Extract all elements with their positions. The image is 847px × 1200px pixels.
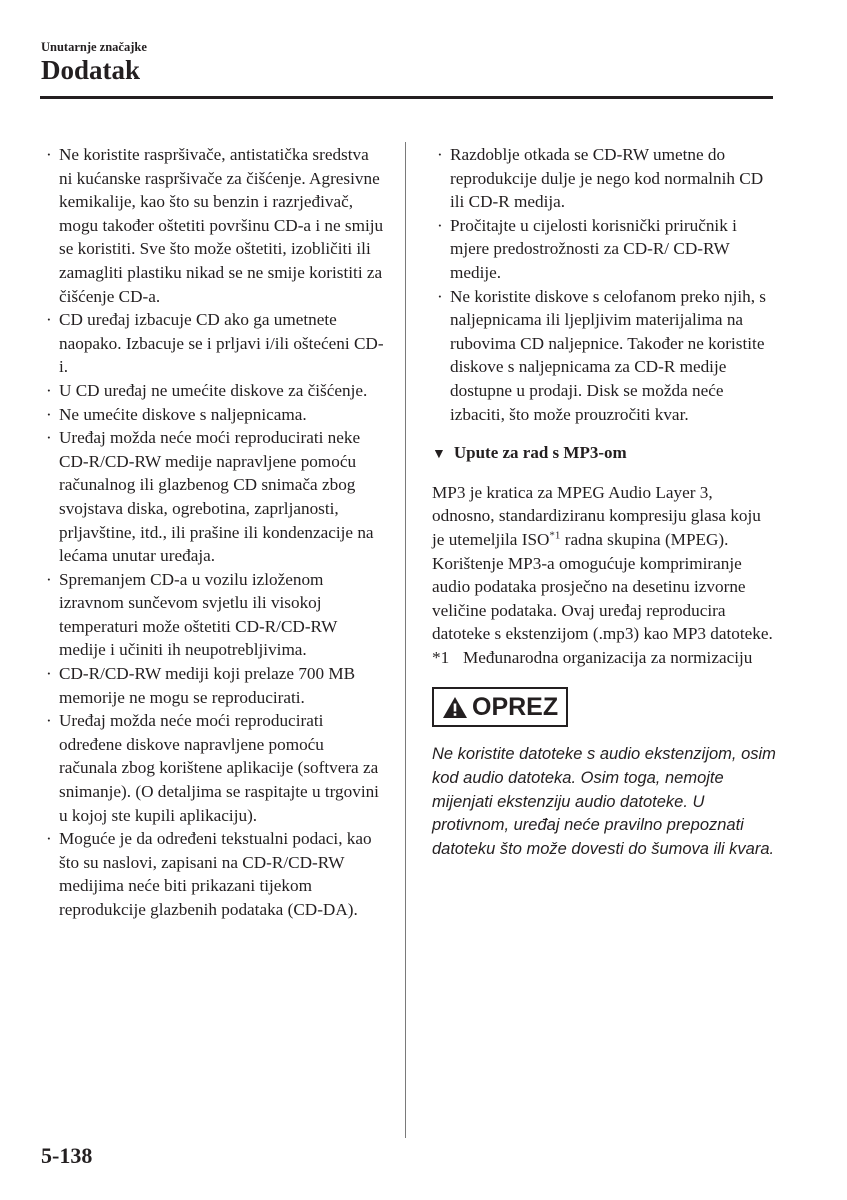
column-divider [405, 142, 406, 1138]
left-bullet-list [41, 143, 386, 922]
footnote-text: Međunarodna organizacija za normizaciju [463, 647, 753, 667]
section-label: Unutarnje značajke [41, 40, 147, 54]
caution-box [432, 687, 568, 727]
list-item [41, 709, 386, 827]
footnote-ref: *1 [549, 529, 561, 542]
right-bullet-list [432, 143, 777, 426]
list-item-text: Ne koristite diskove s celofanom preko njih, s naljepnicama ili ljepljivim materijalima na rubovima CD naljepnice. Također ne koristite diskove s naljepnicama za CD-R medije dostupne u prodaji. Disk se možda neće izbaciti, što može prouzročiti kvar. [450, 286, 766, 424]
footnote-mark: *1 [432, 647, 450, 667]
section-heading-text: Upute za rad s MP3-om [453, 443, 627, 463]
list-item [41, 143, 386, 308]
list-item-text: CD uređaj izbacuje CD ako ga umetnete naopako. Izbacuje se i prljavi i/ili oštećeni CD-i. [59, 310, 384, 377]
paragraph-text: MP3 je kratica za MPEG Audio Layer 3, odnosno, standardiziranu kompresiju glasa koju je utemeljila ISO [432, 482, 761, 549]
list-item [41, 379, 386, 403]
list-item-text: Razdoblje otkada se CD-RW umetne do reprodukcije dulje je nego kod normalnih CD ili CD-R medija. [450, 145, 764, 212]
bullet-icon: · [46, 310, 52, 330]
bullet-icon: · [46, 145, 52, 164]
caution-text: Ne koristite datoteke s audio ekstenzijom, osim kod audio datoteka. Osim toga, nemojte mijenjati ekstenziju audio datoteke. U protivnom, uređaj neće pravilno prepoznati datoteku što može dovesti do šumova ili kvara. [432, 745, 776, 858]
list-item-text: CD-R/CD-RW mediji koji prelaze 700 MB memorije ne mogu se reproducirati. [59, 664, 356, 707]
paragraph: Korištenje MP3-a omogućuje komprimiranje audio podataka prosječno na desetinu izvorne veličine podataka. Ovaj uređaj reproducira datoteke s ekstenzijom (.mp3) kao MP3 datoteke. [432, 553, 773, 644]
list-item-text: Uređaj možda neće moći reproducirati neke CD-R/CD-RW medije napravljene pomoću računalnog ili glazbenog CD snimača zbog svojstava diska, ogrebotina, zaprljanosti, prljavštine, itd., ili prašine ili kondenzacije na lećama unutar uređaja. [59, 428, 374, 566]
list-item [432, 143, 777, 214]
list-item-text: U CD uređaj ne umećite diskove za čišćenje. [59, 380, 368, 400]
list-item [41, 426, 386, 568]
bullet-icon: · [437, 145, 443, 164]
bullet-icon: · [46, 404, 52, 424]
caution-label: OPREZ [472, 693, 559, 722]
footnote [432, 646, 777, 670]
list-item-text: Spremanjem CD-a u vozilu izloženom izravnom sunčevom svjetlu ili visokoj temperaturi može oštetiti CD-R/CD-RW medije i učiniti ih neupotrebljivima. [59, 569, 337, 660]
list-item [432, 214, 777, 285]
paragraph-text: radna skupina (MPEG). [560, 529, 729, 549]
list-item [432, 285, 777, 427]
list-item-text: Uređaj možda neće moći reproducirati određene diskove napravljene pomoću računala zbog korištene aplikacije (softvera za snimanje). (O detaljima se raspitajte u trgovini u kojoj ste kupili aplikaciju). [59, 711, 379, 825]
page-title: Dodatak [41, 55, 141, 85]
left-column [41, 143, 386, 922]
bullet-icon: · [46, 428, 52, 448]
list-item [41, 308, 386, 379]
bullet-icon: · [46, 829, 52, 849]
title-rule [40, 96, 773, 99]
list-item-text: Pročitajte u cijelosti korisnički priručnik i mjere predostrožnosti za CD-R/ CD-RW medije. [450, 215, 737, 282]
bullet-icon: · [46, 664, 52, 684]
warning-triangle-icon [442, 696, 468, 718]
list-item [41, 403, 386, 427]
list-item-text: Ne koristite raspršivače, antistatička sredstva ni kućanske raspršivače za čišćenje. Agresivne kemikalije, kao što su benzin i razrjeđivač, mogu također oštetiti površinu CD-a i ne smiju se koristiti. Sve što može oštetiti, izobličiti ili zamagliti plastiku nikad se ne smije koristiti za čišćenje CD-a. [59, 145, 384, 306]
right-column [432, 143, 777, 861]
paragraph [432, 481, 777, 552]
bullet-icon: · [437, 286, 443, 306]
list-item [41, 662, 386, 709]
bullet-icon: · [46, 380, 52, 400]
list-item [41, 568, 386, 662]
bullet-icon: · [46, 711, 52, 731]
bullet-icon: · [437, 215, 443, 235]
triangle-down-icon: ▼ [432, 447, 446, 463]
bullet-icon: · [46, 569, 52, 589]
list-item [41, 827, 386, 921]
page-number: 5-138 [41, 1143, 93, 1168]
list-item-text: Moguće je da određeni tekstualni podaci, kao što su naslovi, zapisani na CD-R/CD-RW medijima neće biti prikazani tijekom reprodukcije glazbenih podataka (CD-DA). [59, 829, 372, 919]
section-heading [432, 441, 777, 467]
list-item-text: Ne umećite diskove s naljepnicama. [59, 404, 307, 424]
